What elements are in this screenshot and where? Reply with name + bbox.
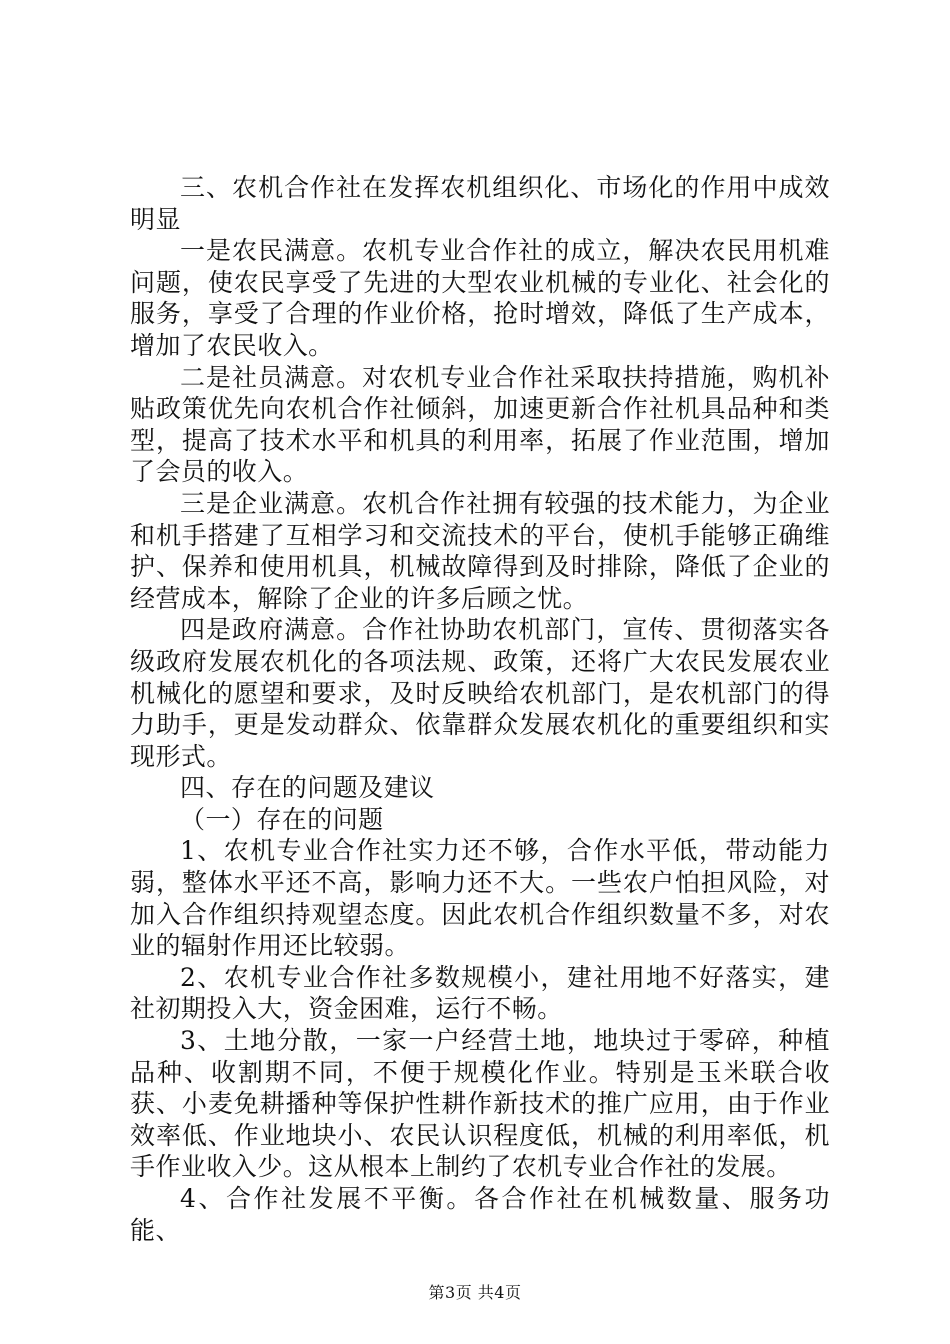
paragraph-farmers-satisfied: 一是农民满意。农机专业合作社的成立，解决农民用机难问题，使农民享受了先进的大型农业机械的专业化、社会化的服务，享受了合理的作业价格，抢时增效，降低了生产成本，增加了农民收入。 bbox=[130, 236, 830, 360]
problem-item-4: 4、合作社发展不平衡。各合作社在机械数量、服务功能、 bbox=[130, 1184, 830, 1245]
page-footer: 第3页 共4页 bbox=[428, 1283, 522, 1302]
section-heading-4: 四、存在的问题及建议 bbox=[180, 773, 435, 803]
problem-item-1: 1、农机专业合作社实力还不够，合作水平低，带动能力弱，整体水平还不高，影响力还不大。一些农户怕担风险，对加入合作组织持观望态度。因此农机合作组织数量不多，对农业的辐射作用还比较弱。 bbox=[130, 836, 830, 961]
paragraph-enterprises-satisfied: 三是企业满意。农机合作社拥有较强的技术能力，为企业和机手搭建了互相学习和交流技术的平台，使机手能够正确维护、保养和使用机具，机械故障得到及时排除，降低了企业的经营成本，解除了企业的许多后顾之忧。 bbox=[130, 488, 830, 613]
subsection-heading-problems: （一）存在的问题 bbox=[180, 804, 384, 834]
problem-item-3: 3、土地分散，一家一户经营土地，地块过于零碎，种植品种、收割期不同，不便于规模化作业。特别是玉米联合收获、小麦免耕播种等保护性耕作新技术的推广应用，由于作业效率低、作业地块小、农民认识程度低，机械的利用率低，机手作业收入少。这从根本上制约了农机专业合作社的发展。 bbox=[130, 1026, 830, 1182]
paragraph-members-satisfied: 二是社员满意。对农机专业合作社采取扶持措施，购机补贴政策优先向农机合作社倾斜，加速更新合作社机具品种和类型，提高了技术水平和机具的利用率，拓展了作业范围，增加了会员的收入。 bbox=[130, 362, 830, 487]
document-body bbox=[130, 172, 830, 1246]
problem-item-2: 2、农机专业合作社多数规模小，建社用地不好落实，建社初期投入大，资金困难，运行不畅。 bbox=[130, 962, 830, 1024]
paragraph-government-satisfied: 四是政府满意。合作社协助农机部门，宣传、贯彻落实各级政府发展农机化的各项法规、政策，还将广大农民发展农业机械化的愿望和要求，及时反映给农机部门，是农机部门的得力助手，更是发动群众、依靠群众发展农机化的重要组织和实现形式。 bbox=[130, 615, 830, 771]
section-heading-3: 三、农机合作社在发挥农机组织化、市场化的作用中成效明显 bbox=[130, 173, 830, 234]
